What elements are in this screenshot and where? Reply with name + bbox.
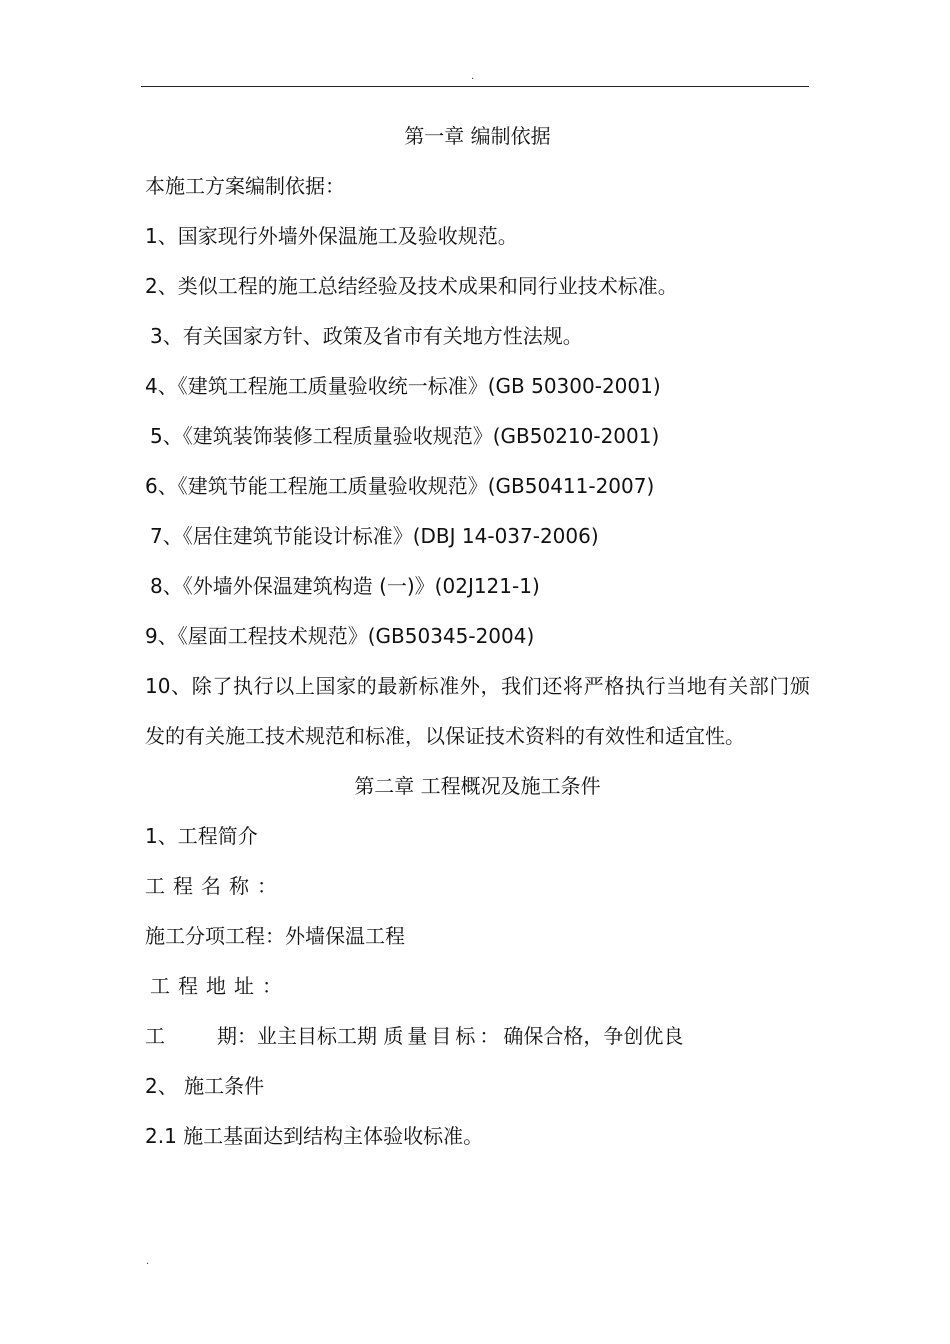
- project-address-label: 工程地址：: [150, 974, 290, 998]
- sub-project-row: [145, 920, 810, 970]
- footer-mark: .: [146, 1256, 150, 1267]
- basis-item-8: 8、《外墙外保温建筑构造 (一)》(02J121-1): [150, 574, 540, 598]
- basis-item-9: 9、《屋面工程技术规范》(GB50345-2004): [145, 624, 535, 648]
- basis-item-10: 10、除了执行以上国家的最新标准外，我们还将严格执行当地有关部门颁发的有关施工技术规范和标准，以保证技术资料的有效性和适宜性。: [145, 674, 810, 748]
- chapter1-title: 第一章 编制依据: [404, 124, 551, 148]
- header-rule: [141, 86, 809, 87]
- quality-value: 确保合格，争创优良: [503, 1024, 684, 1048]
- document-body: [145, 120, 810, 1170]
- header-mark: .: [471, 71, 475, 82]
- period-value: 业主目标工期: [257, 1024, 377, 1048]
- sub-project-label: 施工分项工程：: [145, 924, 285, 948]
- project-name-label: 工程名称：: [145, 874, 285, 898]
- chapter2-title: 第二章 工程概况及施工条件: [354, 774, 601, 798]
- period-quality-row: [145, 1020, 810, 1070]
- basis-item-4: 4、《建筑工程施工质量验收统一标准》(GB 50300-2001): [145, 374, 661, 398]
- period-label-1: 工: [145, 1024, 165, 1048]
- period-label-2: 期：: [217, 1024, 257, 1048]
- basis-item-1: 1、国家现行外墙外保温施工及验收规范。: [145, 224, 518, 248]
- section-construction-conditions: 2、 施工条件: [145, 1074, 265, 1098]
- condition-item-2-1: 2.1 施工基面达到结构主体验收标准。: [145, 1124, 484, 1148]
- basis-item-2: 2、类似工程的施工总结经验及技术成果和同行业技术标准。: [145, 274, 678, 298]
- sub-project-value: 外墙保温工程: [285, 924, 405, 948]
- chapter1-intro: 本施工方案编制依据：: [145, 174, 345, 198]
- quality-label: 质量目标：: [383, 1024, 504, 1048]
- basis-item-7: 7、《居住建筑节能设计标准》(DBJ 14-037-2006): [150, 524, 599, 548]
- section-project-intro: 1、工程简介: [145, 824, 258, 848]
- basis-item-5: 5、《建筑装饰装修工程质量验收规范》(GB50210-2001): [150, 424, 660, 448]
- basis-item-3: 3、有关国家方针、政策及省市有关地方性法规。: [150, 324, 583, 348]
- basis-item-6: 6、《建筑节能工程施工质量验收规范》(GB50411-2007): [145, 474, 655, 498]
